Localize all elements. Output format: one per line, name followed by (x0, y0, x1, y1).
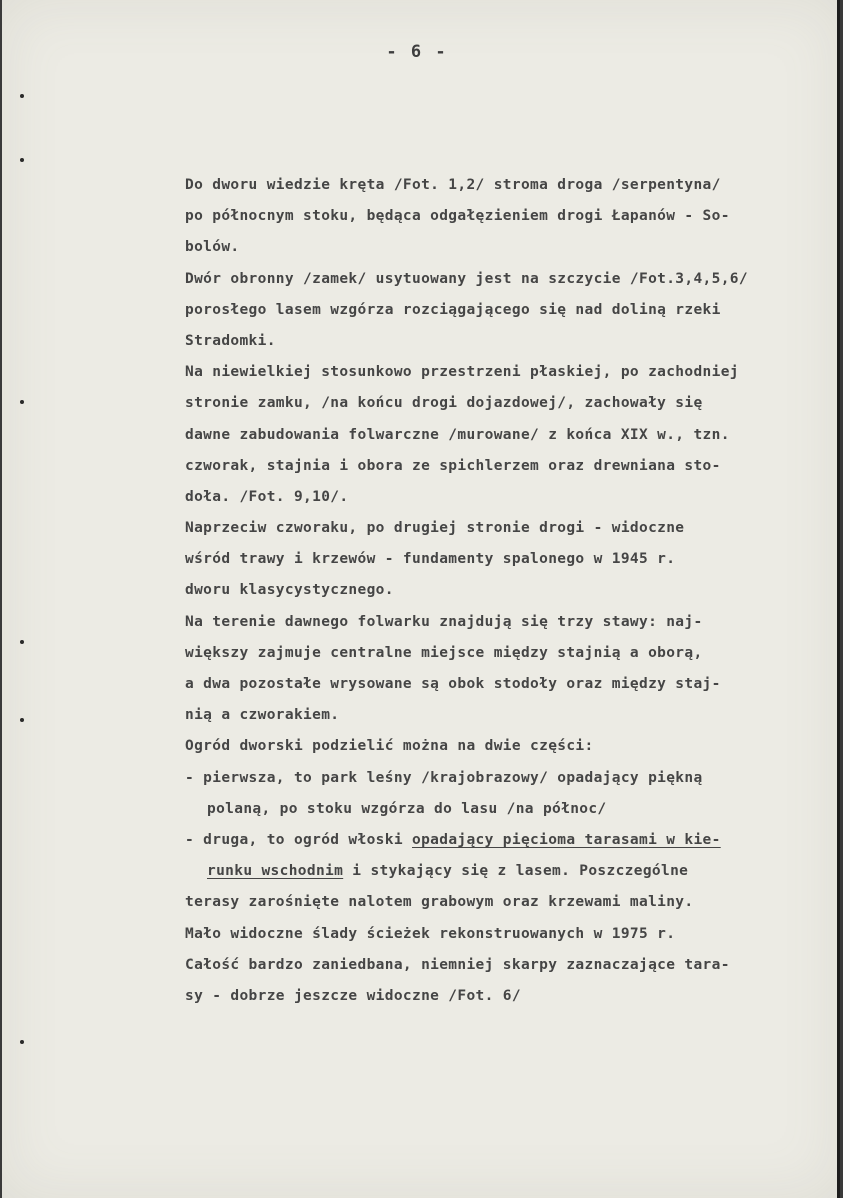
list-item-continuation (207, 856, 825, 887)
text-line: doła. /Fot. 9,10/. (185, 488, 349, 505)
underlined-text: opadający pięcioma tarasami w kie- (412, 831, 721, 848)
text-line: Na terenie dawnego folwarku znajdują się trzy stawy: naj- (185, 613, 703, 630)
list-item (185, 825, 825, 856)
text-run: i stykający się z lasem. Poszczególne (343, 863, 689, 880)
body-text (185, 170, 825, 1012)
margin-dot (20, 94, 24, 98)
text-line: stronie zamku, /na końcu drogi dojazdowej/, zachowały się (185, 395, 703, 412)
text-line: porosłego lasem wzgórza rozciągającego się nad doliną rzeki (185, 301, 721, 318)
text-line: Całość bardzo zaniedbana, niemniej skarpy zaznaczające tara- (185, 956, 730, 973)
text-run: - druga, to ogród włoski (185, 831, 412, 848)
margin-dot (20, 1040, 24, 1044)
document-page (2, 0, 840, 1198)
text-line: Mało widoczne ślady ścieżek rekonstruowanych w 1975 r. (185, 925, 676, 942)
text-line: Ogród dworski podzielić można na dwie części: (185, 738, 594, 755)
page-edge (837, 0, 840, 1198)
text-line: Stradomki. (185, 332, 276, 349)
text-line: wśród trawy i krzewów - fundamenty spalonego w 1945 r. (185, 551, 676, 568)
page-number: - 6 - (386, 42, 448, 62)
text-line: dworu klasycystycznego. (185, 582, 394, 599)
text-line: dawne zabudowania folwarczne /murowane/ z końca XIX w., tzn. (185, 426, 730, 443)
underlined-text: runku wschodnim (207, 863, 344, 880)
margin-dot (20, 640, 24, 644)
list-item: - pierwsza, to park leśny /krajobrazowy/ opadający piękną (185, 769, 703, 786)
text-line: Dwór obronny /zamek/ usytuowany jest na szczycie /Fot.3,4,5,6/ (185, 270, 748, 287)
list-item-continuation: polaną, po stoku wzgórza do lasu /na północ/ (207, 800, 607, 817)
text-line: bolów. (185, 239, 240, 256)
margin-dot (20, 158, 24, 162)
text-line: sy - dobrze jeszcze widoczne /Fot. 6/ (185, 987, 521, 1004)
margin-dot (20, 400, 24, 404)
text-line: czworak, stajnia i obora ze spichlerzem oraz drewniana sto- (185, 457, 721, 474)
text-line: Do dworu wiedzie kręta /Fot. 1,2/ stroma droga /serpentyna/ (185, 177, 721, 193)
text-line: terasy zarośnięte nalotem grabowym oraz krzewami maliny. (185, 894, 694, 911)
text-line: Naprzeciw czworaku, po drugiej stronie drogi - widoczne (185, 520, 685, 537)
text-line: większy zajmuje centralne miejsce między stajnią a oborą, (185, 644, 703, 661)
text-line: Na niewielkiej stosunkowo przestrzeni płaskiej, po zachodniej (185, 364, 739, 381)
text-line: nią a czworakiem. (185, 707, 340, 724)
text-line: a dwa pozostałe wrysowane są obok stodoły oraz między staj- (185, 676, 721, 692)
text-line: po północnym stoku, będąca odgałęzieniem drogi Łapanów - So- (185, 208, 730, 225)
margin-dot (20, 718, 24, 722)
